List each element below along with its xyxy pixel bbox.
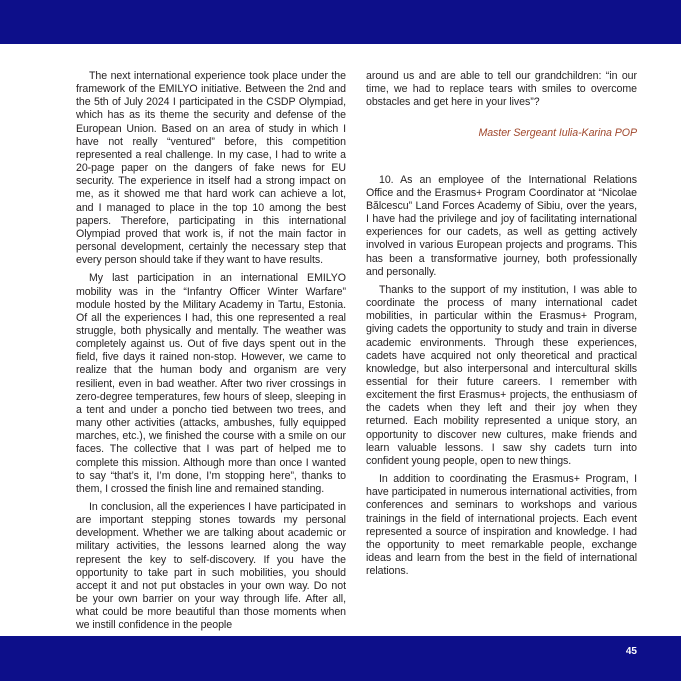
author-signature: Master Sergeant Iulia-Karina POP	[478, 127, 637, 140]
left-column	[76, 70, 346, 638]
paragraph: In conclusion, all the experiences I have participated in are important stepping stones towards my personal development. Whether we are talking about academic or military activities, the lessons learned along the way represent the key to self-discovery. If you have the opportunity to take part in such mobilities, you should accept it and not put obstacles in your own way. Do not be your own barrier on your way through life. After all, what could be more beautiful than those moments when we instill confidence in the people	[76, 501, 346, 632]
footer-band	[0, 636, 681, 681]
paragraph: The next international experience took place under the framework of the EMILYO initiative. Between the 2nd and the 5th of July 2024 I participated in the CSDP Olympiad, which has as its theme the security and defense of the European Union. Based on an area of study in which I have not really “ventured” before, this competition represented a real challenge. In my case, I had to write a 20-page paper on the dangers of fake news for EU security. The experience in itself had a strong impact on me, as it showed me that hard work can achieve a lot, and I managed to place in the top 10 among the best papers. Therefore, participating in this international Olympiad proved that work is, if not the main factor in personal development, certainly the necessary step that every person should take if they want to have results.	[76, 70, 346, 267]
paragraph: Thanks to the support of my institution, I was able to coordinate the process of many international cadet mobilities, in particular within the Erasmus+ Program, giving cadets the opportunity to study and train in diverse academic environments. Through these experiences, cadets have acquired not only theoretical and practical knowledge, but also interpersonal and intercultural skills essential for their future careers. I remember with excitement the first Erasmus+ projects, the enthusiasm of the cadets when they left and their joy when they returned. Each mobility represented a unique story, an opportunity to discover new cultures, make friends and learn valuable lessons. I saw shy cadets turn into confident young people, open to new things.	[366, 283, 637, 467]
paragraph-continuation: around us and are able to tell our grandchildren: “in our time, we had to replace tears with smiles to overcome obstacles and get here in your lives”?	[366, 70, 637, 109]
page-number: 45	[625, 646, 637, 657]
header-band	[0, 0, 681, 44]
paragraph: In addition to coordinating the Erasmus+ Program, I have participated in numerous international activities, from conferences and seminars to workshops and various trainings in the field of international projects. Each event represented a source of inspiration and knowledge. I had the opportunity to meet remarkable people, exchange ideas and learn from the best in the field of international relations.	[366, 473, 637, 578]
paragraph: My last participation in an international EMILYO mobility was in the “Infantry Officer Winter Warfare” module hosted by the Military Academy in Tartu, Estonia. Of all the experiences I had, this one represented a real struggle, both physically and mentally. The weather was completely against us. Out of five days spent out in the field, five days it rained non-stop. However, we came to realize that the human body and organism are very resilient, even in bad weather. After two river crossings in zero-degree temperatures, few hours of sleep, sleeping in a tent and under a poncho tied between two trees, and many other activities (attacks, ambushes, fully equipped marches, etc.), we finished the course with a smile on our faces. The collective that I was part of helped me to complete this mission. Although more than once I wanted to say “that’s it, I’m done, I’m stopping here”, thanks to them, I crossed the finish line and remained standing.	[76, 272, 346, 495]
right-column	[366, 70, 637, 583]
paragraph: 10. As an employee of the International Relations Office and the Erasmus+ Program Coordinator at “Nicolae Bălcescu” Land Forces Academy of Sibiu, over the years, I have had the privilege and joy of facilitating international experiences for our cadets, as well as getting actively involved in various European projects and programs. This has been a transformative journey, both professionally and personally.	[366, 173, 637, 278]
